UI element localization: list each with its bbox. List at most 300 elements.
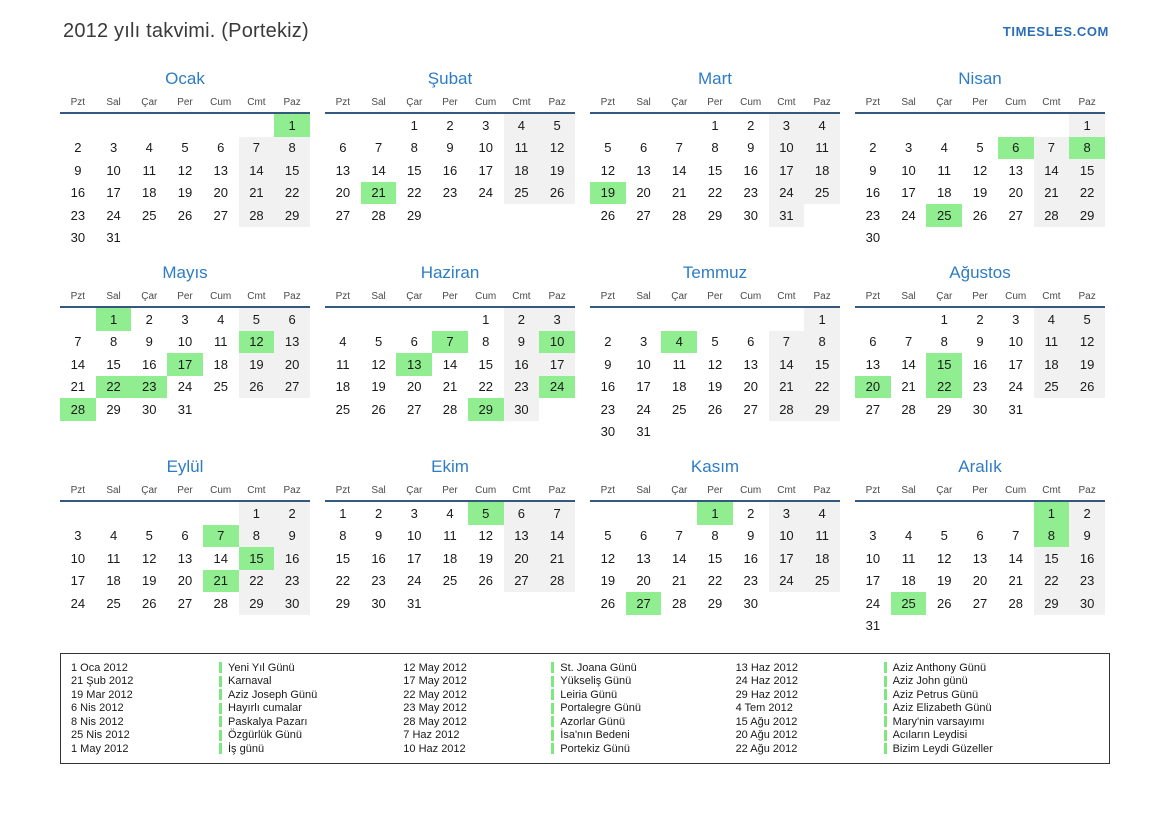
day-cell: 22 [96, 376, 132, 399]
day-cell: 1 [697, 502, 733, 525]
day-cell: 9 [446, 140, 454, 156]
month-title: Aralık [958, 457, 1002, 476]
day-cell-empty [733, 308, 769, 331]
day-cell-empty [926, 502, 962, 525]
day-cell: 12 [478, 528, 493, 544]
day-cell: 20 [177, 573, 193, 589]
day-cell-empty [804, 615, 840, 638]
weekday-label: Çar [141, 485, 158, 496]
holiday-date: 25 Nis 2012 [71, 729, 130, 742]
day-cell: 1 [239, 502, 275, 525]
month-block-3 [590, 69, 840, 249]
weekday-header-row [855, 485, 1105, 502]
day-cell: 6 [976, 528, 984, 544]
holiday-label: Mary'nin varsayımı [892, 715, 985, 728]
month-title: Şubat [427, 69, 473, 88]
day-cell: 22 [1034, 570, 1070, 593]
weekday-label: Paz [283, 97, 301, 108]
day-cell-empty [60, 502, 96, 525]
weekday-label: Per [177, 485, 193, 496]
day-cell: 11 [106, 550, 121, 566]
day-cell: 3 [74, 528, 82, 544]
weekday-header-row [590, 97, 840, 114]
weekday-label: Çar [406, 485, 423, 496]
weekday-label: Sal [901, 485, 916, 496]
day-cell-empty [60, 615, 96, 638]
month-days-grid [855, 502, 1105, 637]
day-cell: 17 [167, 353, 203, 376]
weekday-label: Pzt [335, 97, 351, 108]
day-cell-empty [203, 398, 239, 421]
day-cell: 5 [1069, 308, 1105, 331]
day-cell-empty [998, 114, 1034, 137]
day-cell: 17 [407, 550, 422, 566]
month-title: Kasım [690, 457, 740, 476]
day-cell: 27 [636, 207, 651, 223]
day-cell: 1 [804, 308, 840, 331]
day-cell: 7 [1034, 137, 1070, 160]
weekday-label: Pzt [335, 291, 351, 302]
day-cell: 10 [769, 525, 805, 548]
day-cell: 21 [1034, 182, 1070, 205]
day-cell: 15 [239, 547, 275, 570]
day-cell: 14 [1034, 159, 1070, 182]
day-cell: 28 [60, 398, 96, 421]
day-cell-empty [769, 615, 805, 638]
month-days-grid [325, 308, 575, 443]
day-cell: 25 [335, 401, 351, 417]
day-cell: 12 [239, 331, 275, 354]
weekday-label: Pzt [70, 97, 86, 108]
month-block-4 [855, 69, 1105, 249]
holiday-label: Portalegre Günü [560, 702, 641, 715]
day-cell: 8 [711, 528, 719, 544]
day-cell: 22 [239, 570, 275, 593]
holiday-label: Aziz Petrus Günü [892, 688, 979, 701]
holiday-date: 13 Haz 2012 [735, 661, 798, 674]
day-cell: 20 [407, 379, 422, 395]
day-cell-empty [855, 114, 891, 137]
day-cell: 2 [976, 311, 984, 327]
day-cell: 5 [976, 140, 984, 156]
day-cell: 20 [636, 573, 651, 589]
day-cell: 11 [1034, 331, 1070, 354]
day-cell: 31 [1008, 401, 1023, 417]
day-cell: 25 [142, 207, 157, 223]
weekday-label: Sal [636, 485, 651, 496]
holiday-label: Karnaval [228, 675, 272, 688]
day-cell: 24 [478, 185, 493, 201]
day-cell: 23 [371, 573, 386, 589]
day-cell: 18 [1034, 353, 1070, 376]
day-cell: 16 [442, 162, 458, 178]
day-cell: 5 [604, 140, 612, 156]
holiday-date: 29 Haz 2012 [735, 688, 798, 701]
day-cell-empty [626, 502, 662, 525]
day-cell: 18 [106, 573, 121, 589]
day-cell: 27 [972, 595, 988, 611]
legend-row [736, 742, 1101, 755]
day-cell-empty [998, 615, 1034, 638]
day-cell: 7 [675, 140, 683, 156]
day-cell-empty [590, 227, 626, 250]
day-cell: 20 [855, 376, 891, 399]
day-cell: 13 [636, 162, 651, 178]
day-cell: 15 [335, 550, 351, 566]
day-cell: 2 [504, 308, 540, 331]
months-grid [60, 69, 1110, 637]
holiday-label-wrap [884, 716, 1101, 728]
day-cell-empty [590, 308, 626, 331]
holiday-marker-icon [551, 716, 554, 727]
day-cell: 14 [213, 550, 228, 566]
day-cell: 14 [442, 356, 458, 372]
day-cell-empty [661, 114, 697, 137]
month-days-grid [590, 308, 840, 443]
day-cell: 7 [203, 525, 239, 548]
holiday-date: 8 Nis 2012 [71, 715, 124, 728]
day-cell: 16 [371, 550, 386, 566]
holiday-label: Aziz John günü [892, 675, 968, 688]
month-days-grid [60, 308, 310, 443]
holiday-label-wrap [884, 662, 1101, 674]
holiday-label: İş günü [228, 742, 265, 755]
month-block-5 [60, 263, 310, 443]
weekday-label: Sal [901, 291, 916, 302]
day-cell: 12 [371, 356, 386, 372]
day-cell-empty [926, 114, 962, 137]
day-cell-empty [1069, 398, 1105, 421]
day-cell: 29 [1034, 592, 1070, 615]
day-cell: 9 [145, 334, 153, 350]
day-cell: 14 [672, 550, 687, 566]
day-cell-empty [468, 421, 504, 444]
day-cell: 27 [177, 595, 193, 611]
month-title: Ağustos [949, 263, 1011, 282]
day-cell-empty [1034, 615, 1070, 638]
day-cell-empty [60, 308, 96, 331]
day-cell-empty [325, 227, 361, 250]
holiday-label-wrap [551, 662, 729, 674]
day-cell: 1 [1034, 502, 1070, 525]
day-cell-empty [131, 114, 167, 137]
day-cell: 23 [442, 185, 458, 201]
month-days-grid [60, 114, 310, 249]
day-cell: 3 [410, 505, 418, 521]
day-cell: 21 [361, 182, 397, 205]
day-cell: 7 [374, 140, 383, 156]
day-cell: 30 [972, 401, 988, 417]
day-cell: 3 [904, 140, 913, 156]
day-cell: 5 [940, 528, 948, 544]
day-cell: 22 [926, 376, 962, 399]
day-cell: 22 [1069, 182, 1105, 205]
weekday-label: Pzt [865, 97, 881, 108]
day-cell: 22 [804, 376, 840, 399]
holiday-marker-icon [884, 689, 887, 700]
weekday-label: Cmt [777, 485, 796, 496]
day-cell-empty [203, 114, 239, 137]
day-cell: 18 [142, 185, 157, 201]
month-title: Haziran [420, 263, 480, 282]
day-cell-empty [131, 227, 167, 250]
day-cell: 19 [177, 185, 193, 201]
day-cell-empty [203, 227, 239, 250]
day-cell: 3 [1012, 311, 1020, 327]
day-cell: 23 [865, 207, 881, 223]
day-cell: 27 [274, 376, 310, 399]
day-cell: 15 [707, 162, 723, 178]
day-cell: 28 [442, 401, 458, 417]
day-cell-empty [203, 502, 239, 525]
day-cell: 22 [707, 185, 723, 201]
legend-row [403, 701, 729, 714]
day-cell: 17 [769, 159, 805, 182]
day-cell: 5 [711, 334, 719, 350]
holiday-label-wrap [219, 716, 397, 728]
day-cell: 28 [1034, 204, 1070, 227]
day-cell: 16 [1069, 547, 1105, 570]
day-cell-empty [962, 421, 998, 444]
day-cell: 9 [1069, 525, 1105, 548]
weekday-label: Pzt [70, 485, 86, 496]
day-cell-empty [167, 227, 203, 250]
day-cell: 16 [972, 356, 988, 372]
day-cell: 3 [109, 140, 118, 156]
holiday-date: 17 May 2012 [403, 675, 467, 688]
holiday-label-wrap [884, 689, 1101, 701]
day-cell-empty [396, 421, 432, 444]
legend-row [71, 715, 397, 728]
day-cell-empty [239, 398, 275, 421]
day-cell: 19 [539, 159, 575, 182]
day-cell: 4 [904, 528, 913, 544]
holiday-date: 1 May 2012 [71, 742, 129, 755]
weekday-label: Cmt [247, 97, 266, 108]
weekday-label: Per [177, 97, 193, 108]
day-cell-empty [539, 421, 575, 444]
day-cell: 22 [478, 379, 493, 395]
day-cell-empty [239, 227, 275, 250]
day-cell: 15 [478, 356, 493, 372]
weekday-label: Per [442, 291, 458, 302]
day-cell-empty [962, 615, 998, 638]
day-cell-empty [239, 615, 275, 638]
day-cell: 12 [539, 137, 575, 160]
weekday-label: Sal [106, 291, 121, 302]
day-cell-empty [804, 227, 840, 250]
site-logo-link[interactable]: TIMESLES.COM [1002, 24, 1109, 39]
day-cell: 12 [142, 550, 157, 566]
day-cell-empty [855, 502, 891, 525]
day-cell-empty [432, 615, 468, 638]
weekday-label: Paz [1078, 97, 1096, 108]
day-cell: 19 [972, 185, 988, 201]
weekday-label: Çar [936, 291, 953, 302]
day-cell: 6 [181, 528, 189, 544]
day-cell: 8 [482, 334, 490, 350]
day-cell: 26 [478, 573, 493, 589]
holiday-date: 22 Ağu 2012 [735, 742, 798, 755]
day-cell: 19 [600, 573, 616, 589]
weekday-header-row [325, 291, 575, 308]
holiday-date: 4 Tem 2012 [735, 702, 793, 715]
day-cell-empty [733, 421, 769, 444]
day-cell: 10 [901, 162, 916, 178]
day-cell: 17 [539, 353, 575, 376]
day-cell-empty [998, 421, 1034, 444]
day-cell-empty [804, 204, 840, 227]
day-cell: 7 [539, 502, 575, 525]
day-cell: 4 [661, 331, 697, 354]
legend-row [403, 661, 729, 674]
day-cell-empty [697, 227, 733, 250]
day-cell: 23 [1069, 570, 1105, 593]
day-cell: 6 [217, 140, 225, 156]
day-cell: 20 [972, 573, 988, 589]
day-cell-empty [891, 421, 927, 444]
day-cell: 15 [707, 550, 723, 566]
day-cell: 6 [639, 528, 648, 544]
legend-row [736, 701, 1101, 714]
day-cell: 1 [96, 308, 132, 331]
day-cell: 12 [1069, 331, 1105, 354]
day-cell-empty [626, 114, 662, 137]
day-cell: 4 [504, 114, 540, 137]
day-cell: 25 [672, 401, 687, 417]
day-cell: 30 [371, 595, 386, 611]
day-cell-empty [626, 227, 662, 250]
holiday-label-wrap [884, 675, 1101, 687]
day-cell: 11 [142, 162, 157, 178]
holiday-label: Aziz Elizabeth Günü [892, 702, 992, 715]
weekday-label: Per [707, 97, 723, 108]
day-cell: 18 [804, 547, 840, 570]
day-cell: 17 [70, 573, 86, 589]
day-cell: 5 [181, 140, 189, 156]
day-cell: 18 [901, 573, 916, 589]
day-cell: 21 [901, 379, 916, 395]
day-cell: 28 [1008, 595, 1023, 611]
month-title: Temmuz [682, 263, 748, 282]
day-cell: 19 [142, 573, 157, 589]
weekday-label: Cum [475, 291, 497, 302]
day-cell: 12 [177, 162, 193, 178]
month-block-2 [325, 69, 575, 249]
weekday-label: Cmt [512, 485, 531, 496]
holiday-marker-icon [219, 703, 222, 714]
day-cell: 14 [70, 356, 86, 372]
day-cell: 11 [804, 525, 840, 548]
legend-row [736, 688, 1101, 701]
day-cell: 18 [213, 356, 228, 372]
weekday-label: Per [177, 291, 193, 302]
legend-row [736, 661, 1101, 674]
day-cell: 11 [672, 356, 687, 372]
day-cell-empty [539, 592, 575, 615]
day-cell: 17 [106, 185, 121, 201]
day-cell: 26 [142, 595, 157, 611]
weekday-label: Paz [548, 291, 566, 302]
day-cell-empty [891, 502, 927, 525]
day-cell: 8 [711, 140, 719, 156]
day-cell: 13 [274, 331, 310, 354]
day-cell: 22 [407, 185, 422, 201]
weekday-label: Çar [671, 485, 688, 496]
day-cell: 10 [636, 356, 651, 372]
day-cell: 7 [1012, 528, 1020, 544]
day-cell: 29 [707, 207, 723, 223]
day-cell: 3 [769, 114, 805, 137]
legend-row [736, 715, 1101, 728]
day-cell: 9 [747, 140, 755, 156]
weekday-label: Paz [548, 97, 566, 108]
day-cell: 30 [600, 424, 616, 440]
day-cell: 30 [142, 401, 157, 417]
weekday-label: Per [442, 97, 458, 108]
day-cell: 11 [804, 137, 840, 160]
day-cell: 6 [869, 334, 877, 350]
day-cell: 26 [539, 182, 575, 205]
day-cell-empty [361, 615, 397, 638]
day-cell-empty [590, 114, 626, 137]
day-cell: 2 [374, 505, 383, 521]
day-cell-empty [697, 308, 733, 331]
weekday-header-row [325, 97, 575, 114]
weekday-header-row [590, 485, 840, 502]
weekday-label: Per [442, 485, 458, 496]
day-cell: 19 [590, 182, 626, 205]
day-cell: 17 [901, 185, 916, 201]
weekday-label: Sal [371, 291, 386, 302]
month-title: Eylül [166, 457, 204, 476]
holiday-label-wrap [219, 743, 397, 755]
day-cell: 27 [335, 207, 351, 223]
weekday-label: Çar [406, 291, 423, 302]
holiday-date: 12 May 2012 [403, 661, 467, 674]
day-cell-empty [855, 421, 891, 444]
holiday-label-wrap [219, 662, 397, 674]
day-cell: 8 [274, 137, 310, 160]
day-cell: 6 [504, 502, 540, 525]
holiday-marker-icon [551, 676, 554, 687]
weekday-label: Cum [475, 485, 497, 496]
holiday-marker-icon [551, 743, 554, 754]
holiday-label: Azorlar Günü [560, 715, 626, 728]
holiday-label: Leiria Günü [560, 688, 618, 701]
day-cell: 15 [1069, 159, 1105, 182]
day-cell-empty [60, 114, 96, 137]
holiday-label: St. Joana Günü [560, 661, 637, 674]
day-cell-empty [361, 308, 397, 331]
day-cell: 20 [335, 185, 351, 201]
day-cell: 2 [274, 502, 310, 525]
day-cell-empty [239, 114, 275, 137]
holiday-marker-icon [219, 662, 222, 673]
day-cell: 23 [131, 376, 167, 399]
day-cell: 27 [407, 401, 422, 417]
month-block-8 [855, 263, 1105, 443]
day-cell: 18 [442, 550, 458, 566]
day-cell: 1 [940, 311, 948, 327]
day-cell: 20 [504, 547, 540, 570]
holiday-marker-icon [884, 730, 887, 741]
weekday-label: Cmt [1042, 97, 1061, 108]
day-cell: 13 [636, 550, 651, 566]
day-cell: 26 [600, 595, 616, 611]
day-cell: 25 [926, 204, 962, 227]
day-cell-empty [432, 421, 468, 444]
